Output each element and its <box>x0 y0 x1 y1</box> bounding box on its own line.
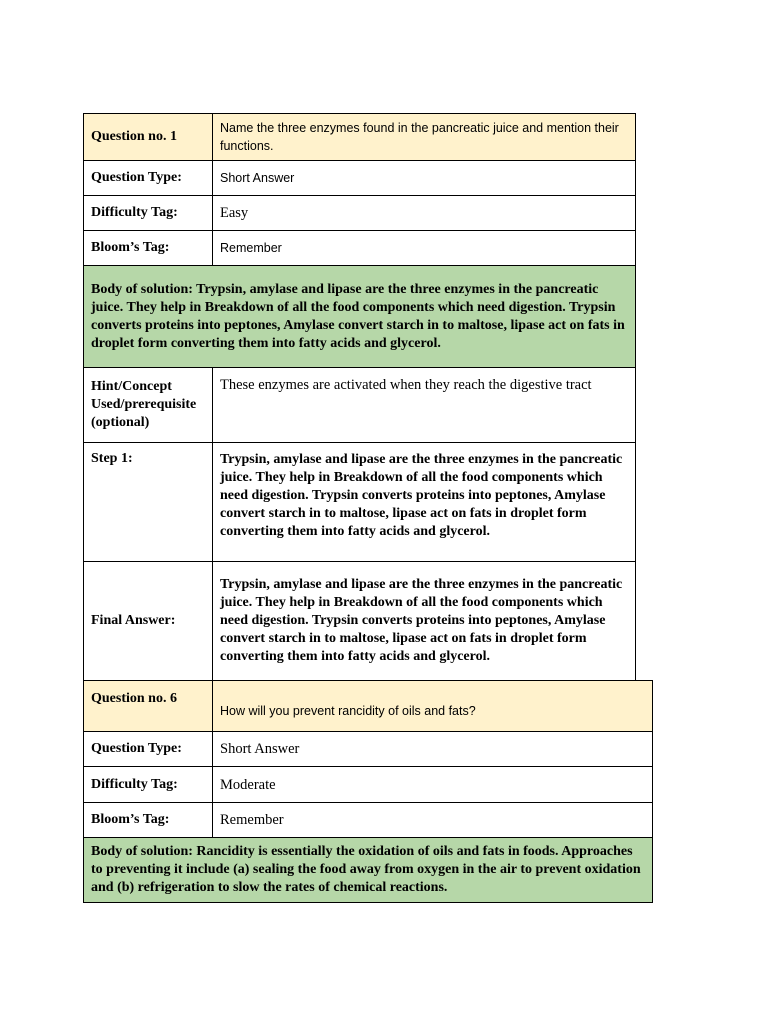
question-type-row <box>84 732 653 767</box>
final-answer-row <box>84 562 636 681</box>
hint-label: Hint/Concept Used/prerequisite (optional) <box>84 368 213 443</box>
final-answer-value: Trypsin, amylase and lipase are the three enzymes in the pancreatic juice. They help in Breakdown of all the food components which need digestion. Trypsin converts proteins into peptones, Amylase convert starch in to maltose, lipase act on fats in droplet form converting them into fatty acids and glycerol. <box>213 562 636 681</box>
bloom-value: Remember <box>213 231 636 266</box>
question-type-label: Question Type: <box>84 732 213 767</box>
bloom-label: Bloom’s Tag: <box>84 231 213 266</box>
question-type-label: Question Type: <box>84 161 213 196</box>
difficulty-label: Difficulty Tag: <box>84 196 213 231</box>
question-text: Name the three enzymes found in the pancreatic juice and mention their functions. <box>213 114 636 161</box>
question-row <box>84 681 653 732</box>
question-text: How will you prevent rancidity of oils and fats? <box>213 681 653 732</box>
hint-row <box>84 368 636 443</box>
question-type-value: Short Answer <box>213 732 653 767</box>
difficulty-label: Difficulty Tag: <box>84 767 213 803</box>
question-number-label: Question no. 6 <box>84 681 213 732</box>
question-row <box>84 114 636 161</box>
question-1-table <box>83 113 636 681</box>
bloom-value: Remember <box>213 803 653 838</box>
bloom-row <box>84 231 636 266</box>
final-answer-label: Final Answer: <box>84 562 213 681</box>
question-type-row <box>84 161 636 196</box>
question-6-table <box>83 680 653 903</box>
body-of-solution: Body of solution: Rancidity is essentially the oxidation of oils and fats in foods. Approaches to preventing it include (a) sealing the food away from oxygen in the air to prevent oxidation and (b) refrigeration to slow the rates of chemical reactions. <box>84 838 653 903</box>
question-number-label: Question no. 1 <box>84 114 213 161</box>
bloom-label: Bloom’s Tag: <box>84 803 213 838</box>
bloom-row <box>84 803 653 838</box>
question-type-value: Short Answer <box>213 161 636 196</box>
body-of-solution: Body of solution: Trypsin, amylase and lipase are the three enzymes in the pancreatic juice. They help in Breakdown of all the food components which need digestion. Trypsin converts proteins into peptones, Amylase convert starch in to maltose, lipase act on fats in droplet form converting them into fatty acids and glycerol. <box>84 266 636 368</box>
step-1-value: Trypsin, amylase and lipase are the three enzymes in the pancreatic juice. They help in Breakdown of all the food components which need digestion. Trypsin converts proteins into peptones, Amylase convert starch in to maltose, lipase act on fats in droplet form converting them into fatty acids and glycerol. <box>213 443 636 562</box>
difficulty-value: Easy <box>213 196 636 231</box>
difficulty-row <box>84 196 636 231</box>
difficulty-row <box>84 767 653 803</box>
hint-value: These enzymes are activated when they reach the digestive tract <box>213 368 636 443</box>
difficulty-value: Moderate <box>213 767 653 803</box>
solution-row <box>84 266 636 368</box>
step-1-label: Step 1: <box>84 443 213 562</box>
step-1-row <box>84 443 636 562</box>
solution-row <box>84 838 653 903</box>
